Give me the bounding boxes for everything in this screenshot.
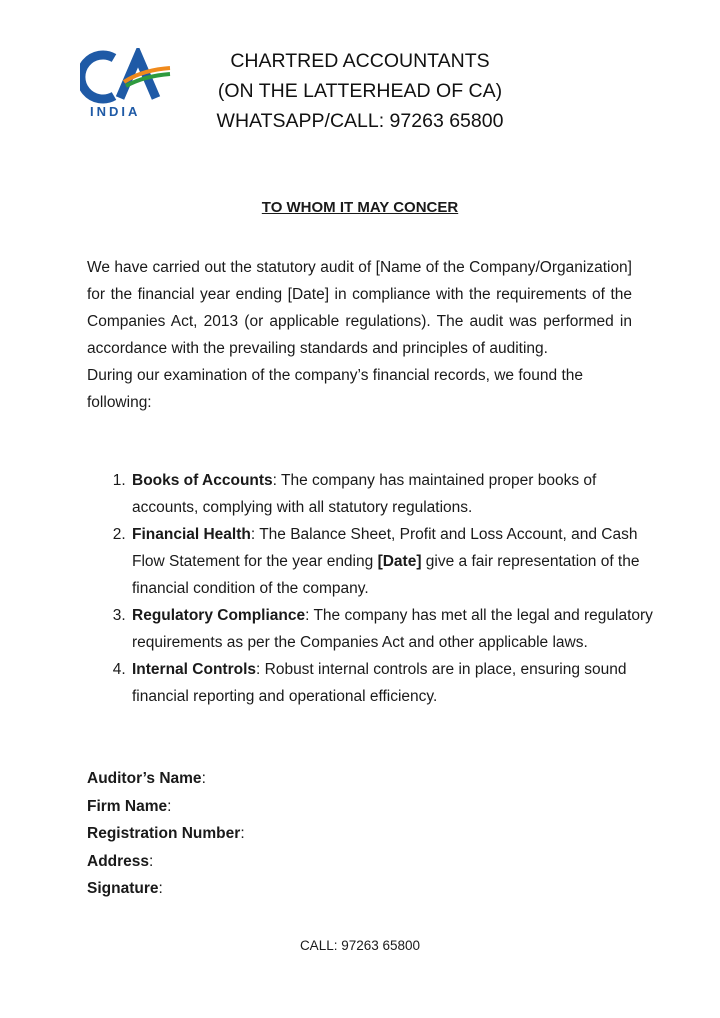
letter-title: TO WHOM IT MAY CONCER [261, 199, 459, 216]
finding-text: give a fair representation of the financial condition of the company. [132, 553, 640, 597]
finding-date: [Date] [377, 553, 422, 570]
finding-text: : The company has met all the legal and regulatory requirements as per the Companies Act and other applicable laws. [132, 607, 653, 651]
field-sep: : [149, 852, 154, 870]
finding-item [130, 521, 657, 602]
footer-contact: CALL: 97263 65800 [299, 938, 421, 953]
field-signature [87, 875, 245, 903]
field-label: Signature [87, 880, 159, 897]
field-label: Auditor’s Name [87, 770, 202, 787]
finding-text: : Robust internal controls are in place, ensuring sound financial reporting and operational efficiency. [132, 661, 627, 705]
finding-heading: Regulatory Compliance [132, 607, 306, 624]
letter-body [87, 254, 632, 416]
field-sep: : [167, 797, 172, 815]
finding-text: : The Balance Sheet, Profit and Loss Account, and Cash Flow Statement for the year ending [132, 526, 638, 570]
findings-list [108, 467, 657, 710]
field-sep: : [201, 770, 206, 787]
finding-heading: Internal Controls [132, 661, 257, 678]
finding-item [130, 656, 657, 710]
field-registration-number [87, 820, 245, 848]
field-firm-name [87, 793, 245, 821]
field-label: Registration Number [87, 825, 241, 842]
ca-logo-icon [80, 48, 172, 106]
field-address [87, 848, 245, 876]
paragraph-audit: We have carried out the statutory audit of [Name of the Company/Organization] for the financial year ending [Date] in compliance with the requirements of the Companies Act, 2013 (or applicable regulations). The audit was performed in accordance with the prevailing standards and principles of auditing. [87, 259, 632, 357]
field-sep: : [158, 880, 163, 897]
field-sep: : [240, 825, 245, 842]
finding-heading: Financial Health [132, 526, 251, 543]
paragraph-findings-intro: During our examination of the company’s financial records, we found the following: [87, 367, 583, 411]
logo-subtitle: INDIA [90, 104, 141, 119]
field-label: Firm Name [87, 797, 168, 815]
finding-text: : The company has maintained proper books of accounts, complying with all statutory regulations. [132, 472, 597, 516]
header-firm-line: CHARTRED ACCOUNTANTS [230, 50, 490, 72]
signature-fields [87, 765, 245, 903]
ca-india-logo [80, 48, 172, 126]
field-label: Address [87, 852, 150, 870]
header-subtitle-line: (ON THE LATTERHEAD OF CA) [217, 80, 503, 102]
finding-item [130, 467, 657, 521]
field-auditor-name [87, 765, 245, 793]
header-contact-line: WHATSAPP/CALL: 97263 65800 [216, 110, 504, 132]
finding-heading: Books of Accounts [132, 472, 273, 489]
finding-item [130, 602, 657, 656]
letterhead [180, 46, 540, 136]
